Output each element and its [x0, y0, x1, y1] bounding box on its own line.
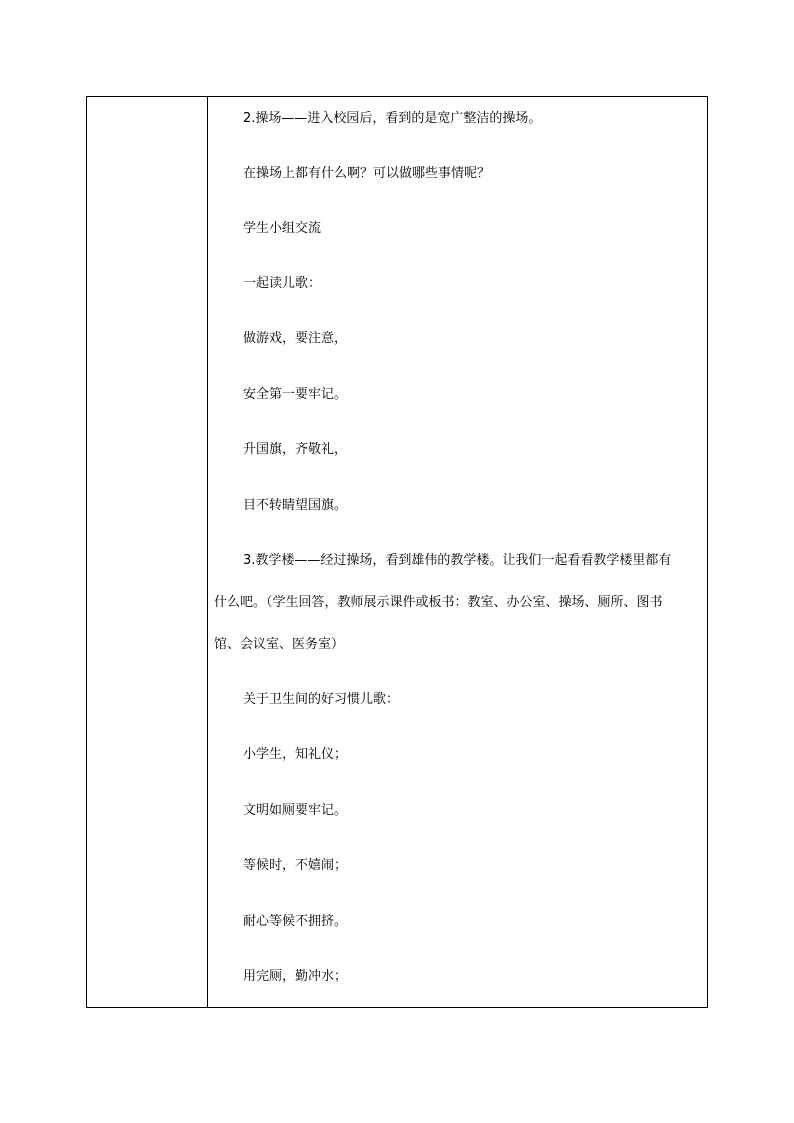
rhyme-line: 安全第一要牢记。: [243, 387, 348, 402]
rhyme-line: 耐心等候不拥挤。: [243, 914, 348, 929]
left-column-cell: [87, 97, 208, 1007]
text-line-restroom-rhyme-title: 关于卫生间的好习惯儿歌：: [243, 692, 400, 707]
rhyme-line: 等候时，不嬉闹；: [243, 858, 348, 873]
rhyme-line: 升国旗，齐敬礼，: [243, 442, 348, 457]
paragraph-teaching-building-line3: 馆、会议室、医务室）: [214, 637, 345, 652]
paragraph-teaching-building-line2: 什么吧。（学生回答，教师展示课件或板书：教室、办公室、操场、厕所、图书: [214, 595, 663, 610]
document-table: [86, 96, 708, 1008]
text-line-group-discussion: 学生小组交流: [243, 221, 322, 236]
rhyme-line: 目不转睛望国旗。: [243, 498, 348, 513]
rhyme-line: 小学生，知礼仪；: [243, 747, 348, 762]
rhyme-line: 文明如厕要牢记。: [243, 803, 348, 818]
content-cell: [208, 97, 707, 1007]
rhyme-line: 做游戏，要注意，: [243, 331, 348, 346]
rhyme-line: 用完厕，勤冲水；: [243, 969, 348, 984]
paragraph-teaching-building-line1: 3.教学楼——经过操场，看到雄伟的教学楼。让我们一起看看教学楼里都有: [243, 553, 672, 568]
text-line-playground: 2.操场——进入校园后，看到的是宽广整洁的操场。: [243, 111, 542, 126]
text-line-question: 在操场上都有什么啊？可以做哪些事情呢？: [243, 166, 491, 181]
text-line-read-rhyme: 一起读儿歌：: [243, 276, 322, 291]
